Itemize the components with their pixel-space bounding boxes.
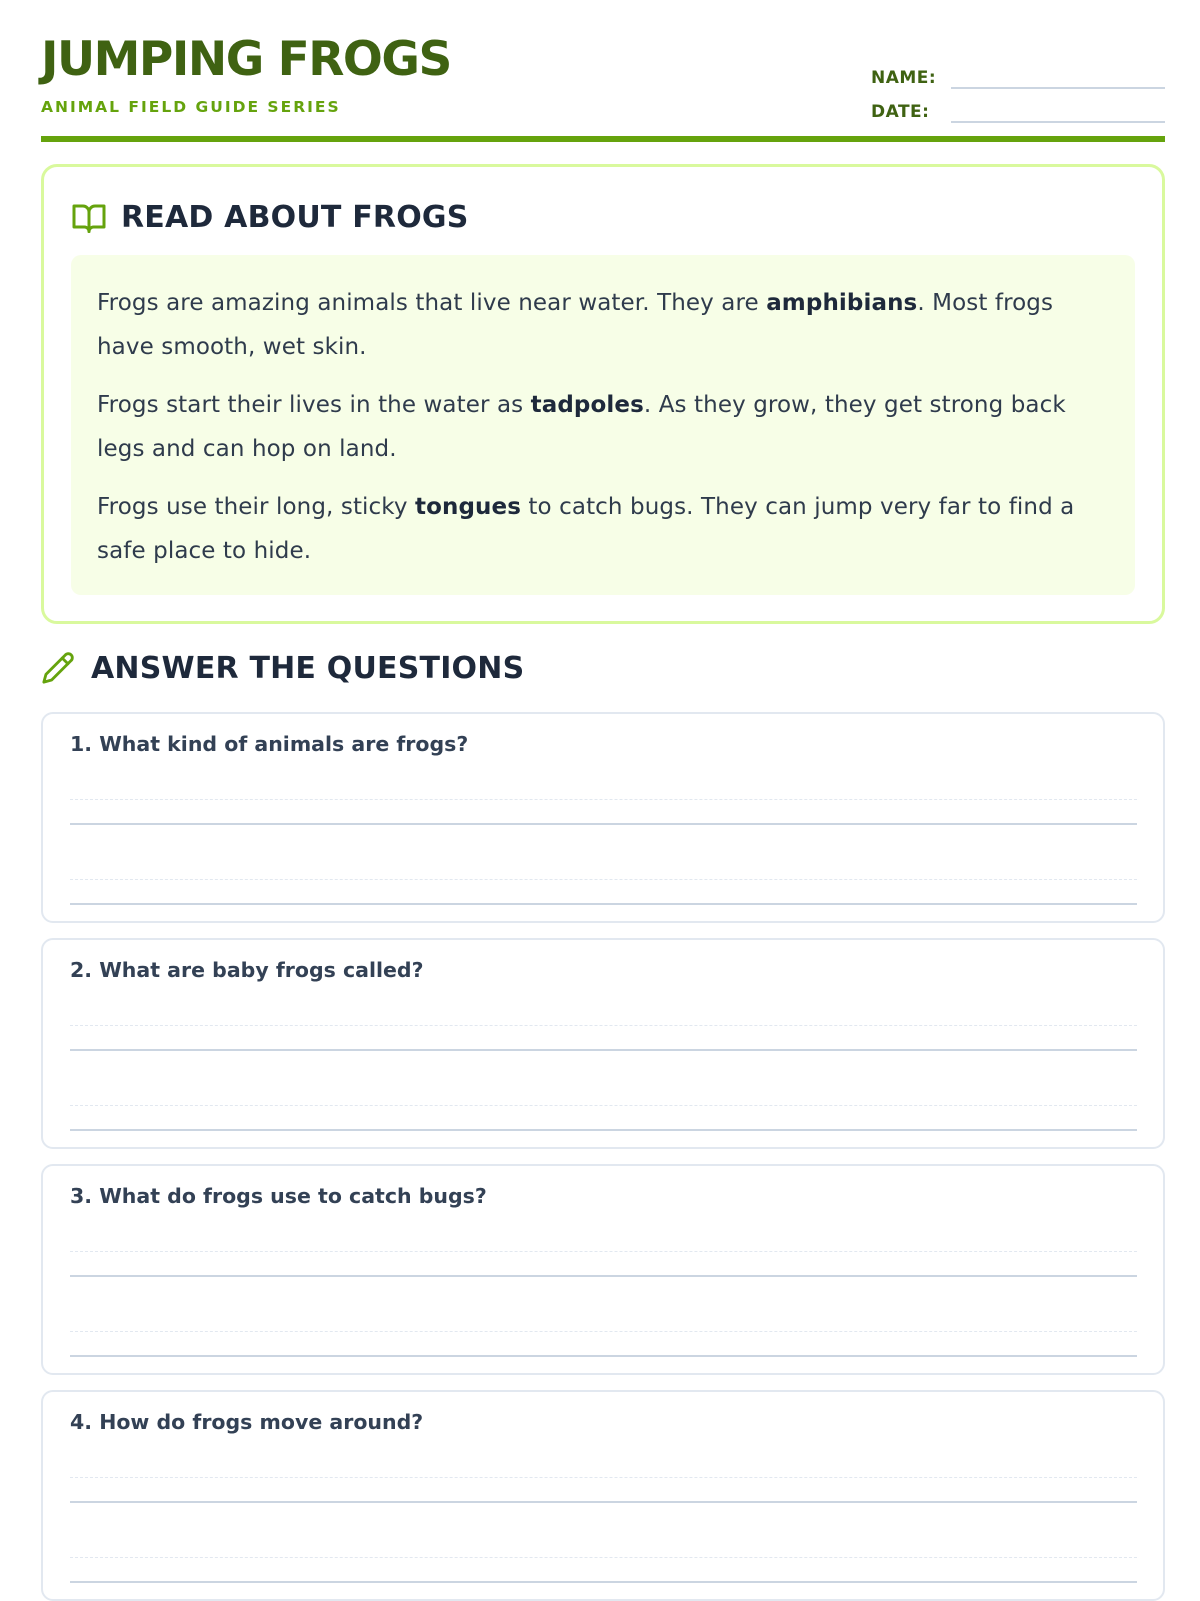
answer-line[interactable] xyxy=(70,903,1137,905)
answer-guide-line xyxy=(70,1557,1137,1558)
questions-heading xyxy=(41,651,524,687)
reading-passage xyxy=(71,255,1135,595)
paragraph-text: Frogs are amazing animals that live near water. They are xyxy=(97,290,767,316)
answer-line[interactable] xyxy=(70,1581,1137,1583)
reading-section xyxy=(41,164,1165,624)
vocab-word: amphibians xyxy=(766,290,918,316)
vocab-word: tadpoles xyxy=(530,392,644,418)
date-label: DATE: xyxy=(871,102,930,122)
question-card xyxy=(41,1390,1165,1601)
paragraph-text: Frogs start their lives in the water as xyxy=(97,392,531,418)
name-field[interactable] xyxy=(951,87,1165,89)
paragraph-text: Frogs use their long, sticky xyxy=(97,494,416,520)
passage-paragraph xyxy=(97,485,1109,573)
name-row xyxy=(871,63,1165,87)
answer-guide-line xyxy=(70,1251,1137,1252)
passage-paragraph xyxy=(97,383,1109,471)
question-text: 3. What do frogs use to catch bugs? xyxy=(70,1184,487,1208)
pencil-icon xyxy=(41,651,77,687)
worksheet-header xyxy=(41,0,1165,142)
reading-heading xyxy=(71,200,469,236)
answer-line[interactable] xyxy=(70,1501,1137,1503)
answer-line[interactable] xyxy=(70,1129,1137,1131)
passage-paragraph xyxy=(97,281,1109,369)
answer-guide-line xyxy=(70,1331,1137,1332)
date-field[interactable] xyxy=(951,121,1165,123)
worksheet-page xyxy=(41,0,1165,1434)
name-date-block xyxy=(871,63,1165,131)
answer-guide-line xyxy=(70,879,1137,880)
answer-guide-line xyxy=(70,1105,1137,1106)
question-card xyxy=(41,1164,1165,1375)
question-card xyxy=(41,712,1165,923)
paragraph-text: . As they grow, they get strong back legs and can hop on land. xyxy=(97,392,1066,462)
answer-guide-line xyxy=(70,1025,1137,1026)
name-label: NAME: xyxy=(871,68,937,88)
paragraph-text: to catch bugs. They can jump very far to find a safe place to hide. xyxy=(97,494,1075,564)
paragraph-text: . Most frogs have smooth, wet skin. xyxy=(97,290,1054,360)
reading-title: READ ABOUT FROGS xyxy=(121,200,469,235)
answer-line[interactable] xyxy=(70,823,1137,825)
answer-line[interactable] xyxy=(70,1355,1137,1357)
question-text: 4. How do frogs move around? xyxy=(70,1410,424,1434)
page-subtitle: ANIMAL FIELD GUIDE SERIES xyxy=(41,98,341,116)
answer-line[interactable] xyxy=(70,1275,1137,1277)
answer-line[interactable] xyxy=(70,1049,1137,1051)
answer-guide-line xyxy=(70,799,1137,800)
question-text: 2. What are baby frogs called? xyxy=(70,958,424,982)
book-icon xyxy=(71,200,107,236)
page-title: JUMPING FROGS xyxy=(41,32,451,87)
answer-guide-line xyxy=(70,1477,1137,1478)
question-text: 1. What kind of animals are frogs? xyxy=(70,732,469,756)
vocab-word: tongues xyxy=(415,494,522,520)
date-row xyxy=(871,97,1165,121)
question-card xyxy=(41,938,1165,1149)
questions-title: ANSWER THE QUESTIONS xyxy=(91,651,525,686)
